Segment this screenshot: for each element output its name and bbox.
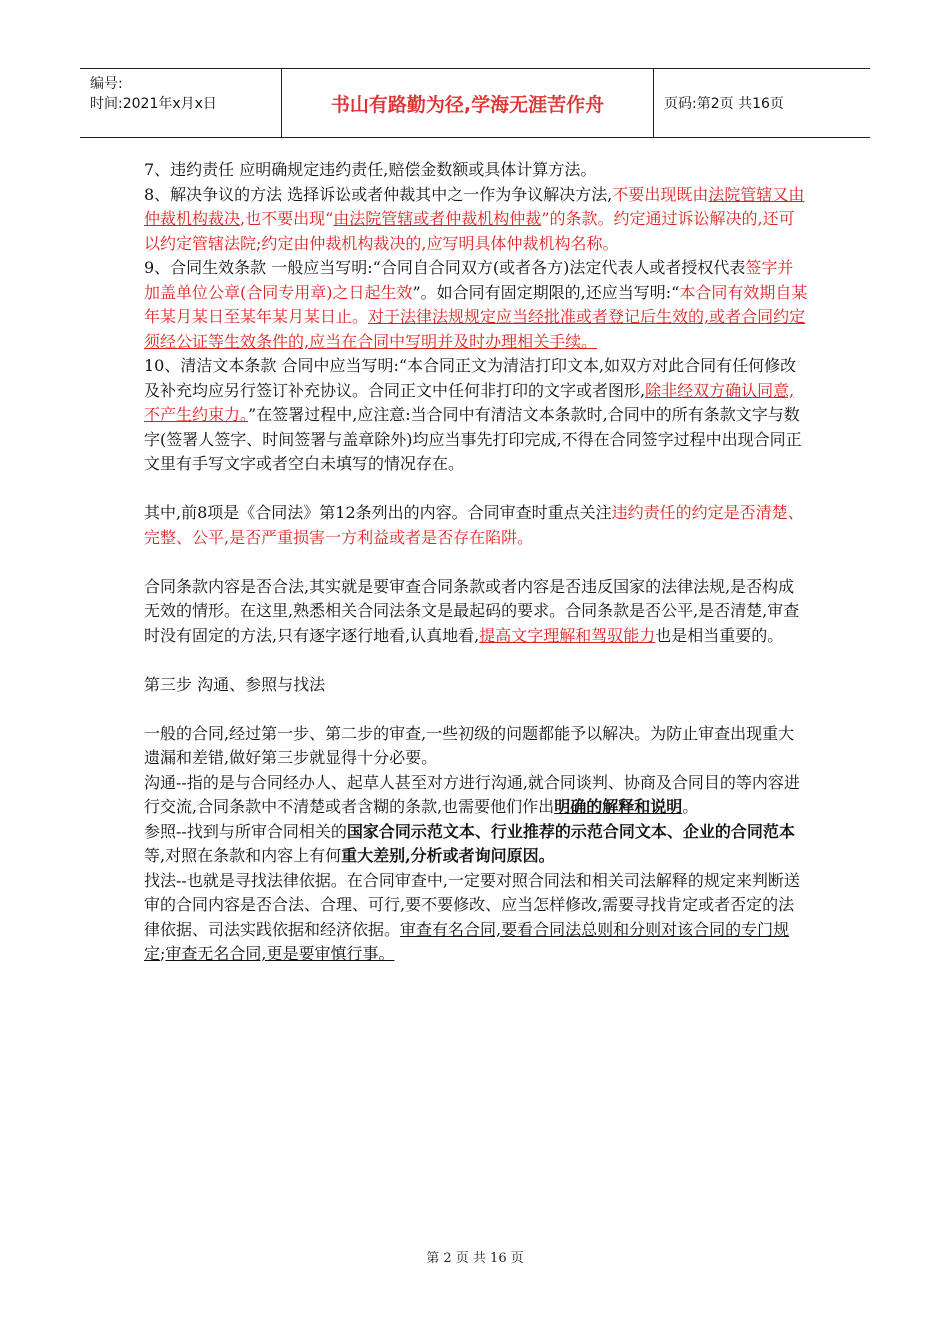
reference-paragraph: 参照--找到与所审合同相关的国家合同示范文本、行业推荐的示范合同文本、企业的合同范本等,对照在条款和内容上有何重大差别,分析或者询问原因。	[144, 821, 795, 865]
summary-paragraph: 其中,前8项是《合同法》第12条列出的内容。合同审查时重点关注违约责任的约定是否清楚、完整、公平,是否严重损害一方利益或者是否存在陷阱。	[144, 503, 804, 547]
number-label: 编号:	[90, 76, 123, 92]
page-header	[80, 68, 870, 138]
item-8: 8、解决争议的方法 选择诉讼或者仲裁其中之一作为争议解决方法,不要出现既由法院管辖又由仲裁机构裁决,也不要出现“由法院管辖或者仲裁机构仲裁”的条款。约定通过诉讼解决的,还可以约定管辖法院;约定由仲裁机构裁决的,应写明具体仲裁机构名称。	[144, 184, 805, 253]
time-label: 时间:2021年x月x日	[90, 96, 217, 112]
spacer	[144, 550, 808, 575]
page-footer: 第 2 页 共 16 页	[426, 1251, 524, 1266]
legality-paragraph: 合同条款内容是否合法,其实就是要审查合同条款或者内容是否违反国家的法律法规,是否构成无效的情形。在这里,熟悉相关合同法条文是最起码的要求。合同条款是否公平,是否清楚,审查时没有固定的方法,只有逐字逐行地看,认真地看,提高文字理解和驾驭能力也是相当重要的。	[144, 576, 800, 645]
item-10: 10、清洁文本条款 合同中应当写明:“本合同正文为清洁打印文本,如双方对此合同有任何修改及补充均应另行签订补充协议。合同正文中任何非打印的文字或者图形,除非经双方确认同意,不产生约束力。”在签署过程中,应注意:当合同中有清洁文本条款时,合同中的所有条款文字与数字(签署人签字、时间签署与盖章除外)均应当事先打印完成,不得在合同签字过程中出现合同正文里有手写文字或者空白未填写的情况存在。	[144, 356, 802, 473]
spacer	[144, 648, 808, 673]
header-motto: 书山有路勤为径,学海无涯苦作舟	[282, 69, 654, 137]
step3-heading: 第三步 沟通、参照与找法	[144, 674, 326, 694]
header-page-info: 页码:第2页 共16页	[664, 96, 784, 112]
spacer	[144, 697, 808, 722]
spacer	[144, 477, 808, 502]
law-finding-paragraph: 找法--也就是寻找法律依据。在合同审查中,一定要对照合同法和相关司法解释的规定来判断送审的合同内容是否合法、合理、可行,要不要修改、应当怎样修改,需要寻找肯定或者否定的法律依据、司法实践依据和经济依据。审查有名合同,要看合同法总则和分则对该合同的专门规定;审查无名合同,更是要审慎行事。	[144, 870, 800, 963]
communication-paragraph: 沟通--指的是与合同经办人、起草人甚至对方进行沟通,就合同谈判、协商及合同目的等内容进行交流,合同条款中不清楚或者含糊的条款,也需要他们作出明确的解释和说明。	[144, 772, 800, 816]
document-body	[144, 158, 808, 967]
item-7: 7、违约责任 应明确规定违约责任,赔偿金数额或具体计算方法。	[144, 160, 597, 179]
header-meta	[80, 69, 282, 137]
step3-intro: 一般的合同,经过第一步、第二步的审查,一些初级的问题都能予以解决。为防止审查出现重大遗漏和差错,做好第三步就显得十分必要。	[144, 723, 795, 767]
item-9: 9、合同生效条款 一般应当写明:“合同自合同双方(或者各方)法定代表人或者授权代表签字并加盖单位公章(合同专用章)之日起生效”。如合同有固定期限的,还应当写明:“本合同有效期自某年某月某日至某年某月某日止。对于法律法规规定应当经批准或者登记后生效的,或者合同约定须经公证等生效条件的,应当在合同中写明并及时办理相关手续。	[144, 258, 808, 351]
